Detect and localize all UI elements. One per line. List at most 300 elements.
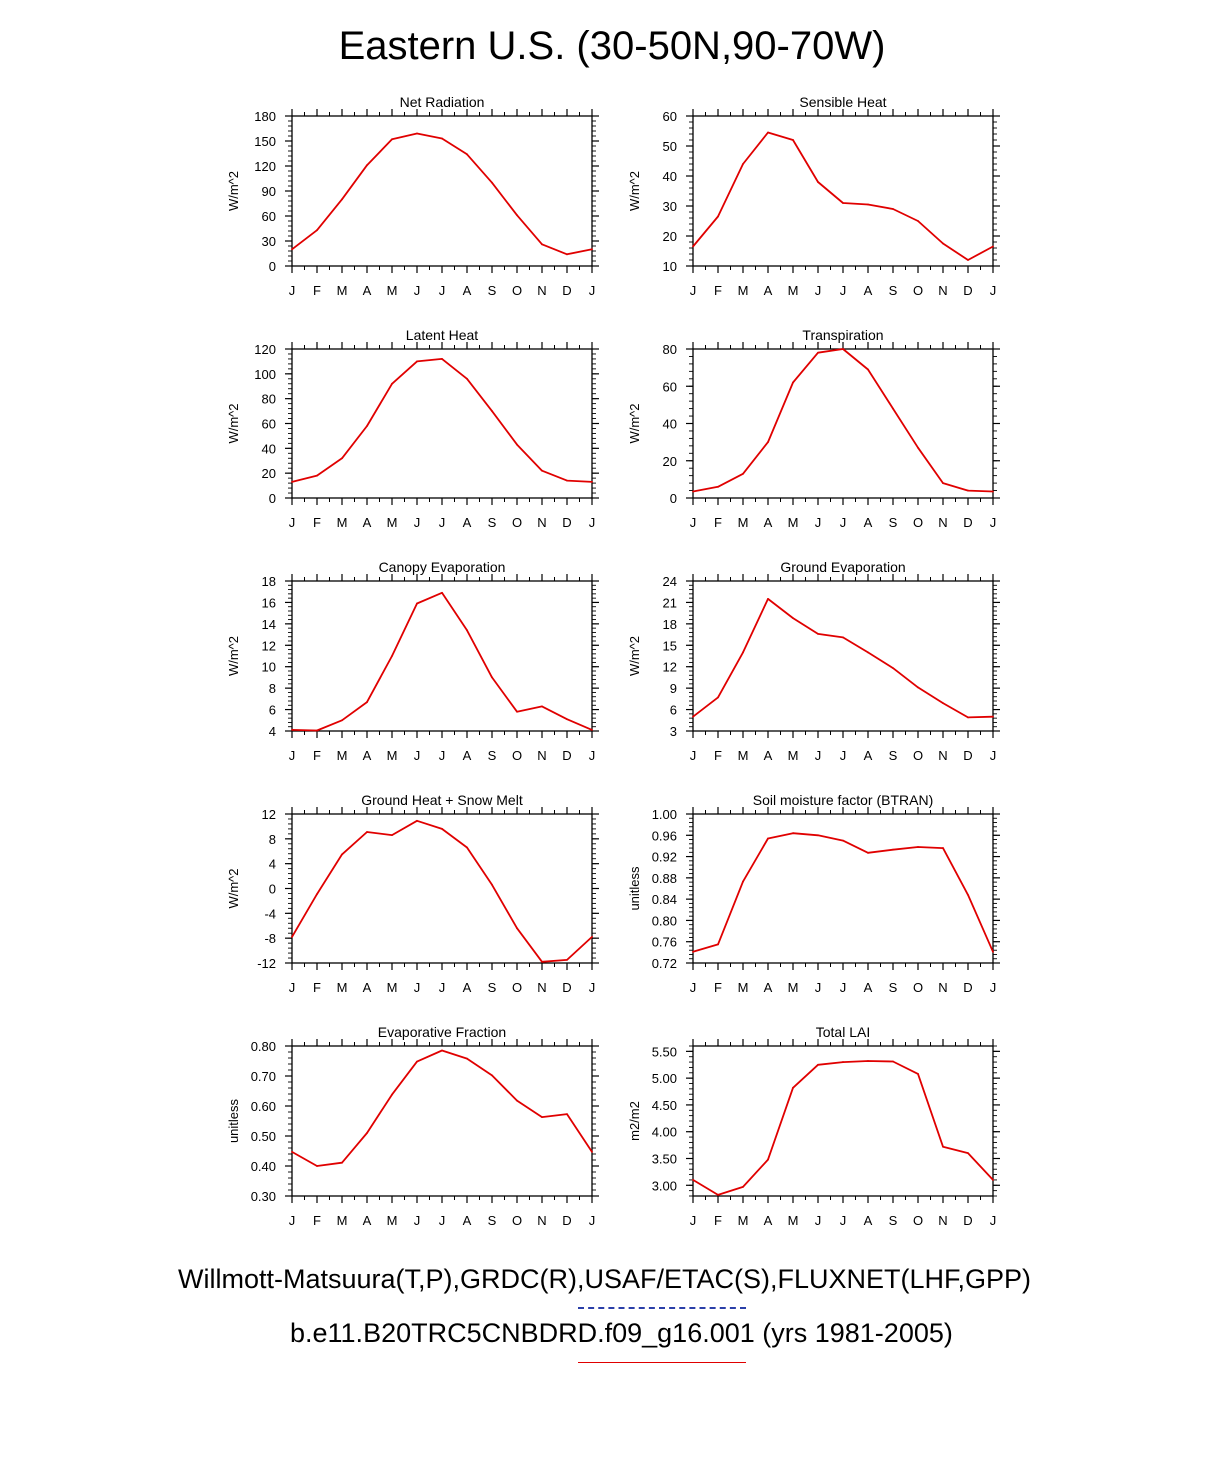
x-tick-label: M <box>336 283 348 298</box>
x-tick-label: J <box>438 283 446 298</box>
x-tick-label: A <box>863 1213 873 1228</box>
y-tick-label: 18 <box>261 574 276 589</box>
x-tick-label: J <box>689 1213 697 1228</box>
panel-10-ylabel: m2/m2 <box>627 1101 642 1141</box>
panel-6-ylabel: W/m^2 <box>627 635 642 677</box>
data-point <box>817 633 819 635</box>
panel-3-frame <box>292 349 592 498</box>
x-tick-label: M <box>336 515 348 530</box>
data-point <box>992 246 994 248</box>
data-point <box>867 652 869 654</box>
panel-8-ylabel: unitless <box>627 866 642 911</box>
panel-3 <box>226 327 599 530</box>
data-point <box>466 378 468 380</box>
y-tick-label: 0.92 <box>651 849 677 865</box>
data-point <box>516 444 518 446</box>
x-tick-label: D <box>562 1213 572 1228</box>
x-tick-label: D <box>562 748 572 763</box>
y-tick-label: 12 <box>662 659 677 675</box>
x-tick-label: F <box>714 1213 722 1228</box>
data-point <box>917 220 919 222</box>
data-point <box>441 138 443 140</box>
data-point <box>291 248 293 250</box>
y-tick-label: 0.40 <box>250 1159 276 1174</box>
panel-8-series-line <box>693 833 993 952</box>
x-tick-label: J <box>288 748 296 763</box>
x-tick-label: F <box>313 1213 321 1228</box>
panel-7-ylabel: W/m^2 <box>226 868 241 909</box>
y-tick-label: 0 <box>268 491 276 506</box>
data-point <box>466 847 468 849</box>
x-tick-label: M <box>386 283 398 298</box>
panel-8-frame <box>693 814 993 963</box>
x-tick-label: J <box>814 980 822 995</box>
x-tick-label: J <box>588 515 596 530</box>
data-point <box>867 369 869 371</box>
x-tick-label: S <box>888 283 898 298</box>
data-point <box>967 1152 969 1154</box>
y-tick-label: 40 <box>261 441 276 457</box>
x-tick-label: D <box>963 515 973 530</box>
data-point <box>717 697 719 699</box>
panel-9-series-line <box>292 1051 592 1167</box>
data-point <box>767 132 769 134</box>
y-tick-label: 50 <box>662 139 677 154</box>
data-point <box>591 1151 593 1153</box>
data-point <box>917 447 919 449</box>
y-tick-label: 0.96 <box>651 828 677 844</box>
data-point <box>391 834 393 836</box>
x-tick-label: N <box>938 980 948 995</box>
data-point <box>491 677 493 679</box>
legend-model-line <box>578 1362 746 1363</box>
x-tick-label: M <box>336 748 348 763</box>
panel-9-title: Evaporative Fraction <box>377 1024 507 1040</box>
x-tick-label: M <box>787 748 799 763</box>
x-tick-label: S <box>888 515 898 530</box>
panel-1-title: Net Radiation <box>399 94 485 110</box>
x-tick-label: J <box>288 980 296 995</box>
data-point <box>817 834 819 836</box>
data-point <box>992 1179 994 1181</box>
x-tick-label: M <box>737 283 749 298</box>
data-point <box>441 592 443 594</box>
data-point <box>842 1061 844 1063</box>
y-tick-label: 80 <box>261 391 276 407</box>
panel-2 <box>627 94 1000 298</box>
x-tick-label: J <box>413 283 421 298</box>
data-point <box>491 1075 493 1077</box>
data-point <box>717 216 719 218</box>
x-tick-label: M <box>737 515 749 530</box>
x-tick-label: N <box>537 283 547 298</box>
x-tick-label: M <box>787 283 799 298</box>
x-tick-label: J <box>989 980 997 995</box>
data-point <box>366 1132 368 1134</box>
data-point <box>441 1050 443 1052</box>
y-tick-label: 100 <box>254 366 276 382</box>
panel-8-title: Soil moisture factor (BTRAN) <box>752 792 934 808</box>
y-tick-label: 3.50 <box>651 1151 677 1167</box>
data-point <box>967 894 969 896</box>
x-tick-label: N <box>537 748 547 763</box>
x-tick-label: F <box>313 515 321 530</box>
x-tick-label: O <box>511 748 523 763</box>
x-tick-label: D <box>963 980 973 995</box>
y-tick-label: 40 <box>662 169 677 184</box>
data-point <box>917 687 919 689</box>
x-tick-label: M <box>386 1213 398 1228</box>
data-point <box>817 352 819 354</box>
data-point <box>842 202 844 204</box>
x-tick-label: M <box>386 980 398 995</box>
x-tick-label: A <box>863 748 873 763</box>
data-point <box>591 481 593 483</box>
x-tick-label: S <box>487 515 497 530</box>
panel-7-frame <box>292 814 592 963</box>
x-tick-label: J <box>438 748 446 763</box>
y-tick-label: 15 <box>662 638 677 654</box>
x-tick-label: D <box>562 515 572 530</box>
data-point <box>967 259 969 261</box>
data-point <box>341 719 343 721</box>
data-point <box>742 881 744 883</box>
y-tick-label: 60 <box>662 109 677 124</box>
panel-5 <box>226 559 599 763</box>
x-tick-label: F <box>714 283 722 298</box>
data-point <box>441 358 443 360</box>
y-tick-label: 0.80 <box>250 1039 276 1054</box>
y-tick-label: 20 <box>662 229 677 244</box>
x-tick-label: A <box>863 515 873 530</box>
data-point <box>892 667 894 669</box>
x-tick-label: J <box>413 748 421 763</box>
panel-3-title: Latent Heat <box>405 327 479 343</box>
panel-2-ylabel: W/m^2 <box>627 170 642 212</box>
x-tick-label: J <box>839 283 847 298</box>
data-point <box>717 1194 719 1196</box>
data-point <box>692 1179 694 1181</box>
x-tick-label: J <box>288 515 296 530</box>
x-tick-label: J <box>288 1213 296 1228</box>
y-tick-label: 0.84 <box>651 892 677 908</box>
data-point <box>416 603 418 605</box>
panel-6-title: Ground Evaporation <box>780 559 906 575</box>
x-tick-label: O <box>511 1213 523 1228</box>
x-tick-label: J <box>588 1213 596 1228</box>
data-point <box>566 253 568 255</box>
y-tick-label: 4 <box>268 724 276 739</box>
x-tick-label: J <box>588 283 596 298</box>
data-point <box>742 473 744 475</box>
data-point <box>366 701 368 703</box>
data-point <box>391 383 393 385</box>
data-point <box>416 820 418 822</box>
y-tick-label: 16 <box>261 595 276 611</box>
x-tick-label: N <box>938 283 948 298</box>
x-tick-label: J <box>989 748 997 763</box>
data-point <box>491 182 493 184</box>
y-tick-label: 80 <box>662 342 677 357</box>
x-tick-label: O <box>912 283 924 298</box>
x-tick-label: S <box>487 980 497 995</box>
data-point <box>942 243 944 245</box>
data-point <box>967 490 969 492</box>
y-tick-label: 0.76 <box>651 934 677 950</box>
y-tick-label: 90 <box>261 184 276 199</box>
x-tick-label: D <box>562 980 572 995</box>
x-tick-label: J <box>689 980 697 995</box>
x-tick-label: J <box>839 515 847 530</box>
panel-5-ylabel: W/m^2 <box>226 635 241 677</box>
data-point <box>541 961 543 963</box>
data-point <box>466 153 468 155</box>
x-tick-label: S <box>888 748 898 763</box>
x-tick-label: D <box>562 283 572 298</box>
x-tick-label: J <box>689 748 697 763</box>
x-tick-label: O <box>912 1213 924 1228</box>
x-tick-label: S <box>888 1213 898 1228</box>
y-tick-label: 4.00 <box>651 1124 677 1140</box>
data-point <box>566 959 568 961</box>
data-point <box>466 629 468 631</box>
x-tick-label: F <box>714 980 722 995</box>
data-point <box>692 951 694 953</box>
y-tick-label: 30 <box>261 234 276 249</box>
panel-2-frame <box>693 116 993 266</box>
data-point <box>767 1159 769 1161</box>
data-point <box>767 441 769 443</box>
x-tick-label: O <box>912 515 924 530</box>
panel-2-series-line <box>693 133 993 261</box>
data-point <box>792 382 794 384</box>
footer-sources-text: Willmott-Matsuura(T,P),GRDC(R),USAF/ETAC(S),FLUXNET(LHF,GPP) <box>178 1264 1032 1294</box>
y-tick-label: 0.60 <box>250 1099 276 1114</box>
x-tick-label: M <box>737 980 749 995</box>
y-tick-label: 180 <box>254 109 276 124</box>
panel-1-ylabel: W/m^2 <box>226 170 241 212</box>
panel-1 <box>226 94 599 298</box>
data-point <box>842 637 844 639</box>
y-tick-label: 0 <box>268 881 276 897</box>
y-tick-label: 8 <box>268 681 276 697</box>
data-point <box>291 1151 293 1153</box>
x-tick-label: M <box>787 515 799 530</box>
data-point <box>341 198 343 200</box>
y-tick-label: 20 <box>261 466 276 482</box>
x-tick-label: O <box>511 515 523 530</box>
x-tick-label: J <box>438 515 446 530</box>
data-point <box>366 164 368 166</box>
x-tick-label: M <box>737 748 749 763</box>
panel-4-series-line <box>693 349 993 492</box>
data-point <box>541 470 543 472</box>
panel-6 <box>627 559 1000 763</box>
y-tick-label: 3 <box>669 724 677 739</box>
data-point <box>692 491 694 493</box>
data-point <box>291 729 293 731</box>
x-tick-label: J <box>438 980 446 995</box>
y-tick-label: 0.70 <box>250 1069 276 1084</box>
data-point <box>892 408 894 410</box>
data-point <box>466 1058 468 1060</box>
y-tick-label: 60 <box>662 379 677 395</box>
data-point <box>917 1073 919 1075</box>
data-point <box>441 828 443 830</box>
data-point <box>867 204 869 206</box>
panel-7-title: Ground Heat + Snow Melt <box>361 792 523 808</box>
data-point <box>391 138 393 140</box>
panel-1-series-line <box>292 134 592 255</box>
x-tick-label: M <box>737 1213 749 1228</box>
x-tick-label: J <box>814 515 822 530</box>
panel-9-frame <box>292 1046 592 1196</box>
x-tick-label: M <box>787 1213 799 1228</box>
x-tick-label: M <box>787 980 799 995</box>
data-point <box>416 361 418 363</box>
data-point <box>541 705 543 707</box>
x-tick-label: J <box>413 980 421 995</box>
page-title: Eastern U.S. (30-50N,90-70W) <box>338 24 886 68</box>
x-tick-label: D <box>963 1213 973 1228</box>
x-tick-label: N <box>537 515 547 530</box>
panel-9-ylabel: unitless <box>226 1098 241 1144</box>
panel-7 <box>226 792 599 995</box>
data-point <box>491 884 493 886</box>
x-tick-label: J <box>689 515 697 530</box>
y-tick-label: 6 <box>669 702 677 718</box>
panel-10-title: Total LAI <box>815 1024 871 1040</box>
data-point <box>591 729 593 731</box>
data-point <box>942 482 944 484</box>
y-tick-label: 60 <box>261 416 276 432</box>
y-tick-label: 4.50 <box>651 1097 677 1113</box>
data-point <box>792 139 794 141</box>
x-tick-label: J <box>814 1213 822 1228</box>
x-tick-label: A <box>362 515 372 530</box>
data-point <box>316 893 318 895</box>
x-tick-label: M <box>386 748 398 763</box>
data-point <box>341 1162 343 1164</box>
data-point <box>892 849 894 851</box>
x-tick-label: J <box>588 980 596 995</box>
x-tick-label: F <box>313 283 321 298</box>
y-tick-label: 5.50 <box>651 1044 677 1060</box>
data-point <box>892 208 894 210</box>
x-tick-label: A <box>462 283 472 298</box>
y-tick-label: 30 <box>662 199 677 214</box>
data-point <box>942 702 944 704</box>
x-tick-label: J <box>588 748 596 763</box>
data-point <box>416 133 418 135</box>
x-tick-label: S <box>487 1213 497 1228</box>
y-tick-label: 6 <box>268 702 276 718</box>
panel-4 <box>627 327 1000 530</box>
panel-6-frame <box>693 581 993 731</box>
y-tick-label: 150 <box>254 134 276 149</box>
x-tick-label: M <box>336 980 348 995</box>
y-tick-label: -8 <box>264 931 276 947</box>
data-point <box>591 248 593 250</box>
x-tick-label: F <box>313 748 321 763</box>
footer-case-text: b.e11.B20TRC5CNBDRD.f09_g16.001 (yrs 1981-2005) <box>290 1318 953 1348</box>
panel-9 <box>226 1024 599 1228</box>
data-point <box>366 425 368 427</box>
panel-10-series-line <box>693 1061 993 1195</box>
data-point <box>566 718 568 720</box>
data-point <box>717 943 719 945</box>
y-tick-label: 0.50 <box>250 1129 276 1144</box>
x-tick-label: J <box>288 283 296 298</box>
data-point <box>541 1116 543 1118</box>
data-point <box>867 1060 869 1062</box>
data-point <box>591 936 593 938</box>
x-tick-label: S <box>487 283 497 298</box>
x-tick-label: A <box>362 980 372 995</box>
x-tick-label: A <box>763 980 773 995</box>
y-tick-label: 10 <box>261 659 276 675</box>
data-point <box>942 1146 944 1148</box>
y-tick-label: 0.30 <box>250 1189 276 1204</box>
data-point <box>566 1113 568 1115</box>
y-tick-label: 10 <box>662 259 677 274</box>
data-point <box>742 1186 744 1188</box>
data-point <box>792 617 794 619</box>
x-tick-label: J <box>839 980 847 995</box>
data-point <box>541 243 543 245</box>
panel-7-series-line <box>292 821 592 962</box>
y-tick-label: -4 <box>264 906 276 922</box>
y-tick-label: 0.80 <box>651 913 677 929</box>
panel-4-title: Transpiration <box>802 327 884 343</box>
data-point <box>767 838 769 840</box>
x-tick-label: A <box>763 283 773 298</box>
x-tick-label: A <box>863 283 873 298</box>
data-point <box>742 163 744 165</box>
data-point <box>917 846 919 848</box>
x-tick-label: M <box>336 1213 348 1228</box>
x-tick-label: A <box>362 283 372 298</box>
x-tick-label: F <box>714 748 722 763</box>
x-tick-label: J <box>839 748 847 763</box>
y-tick-label: 0.72 <box>651 956 677 971</box>
data-point <box>391 1094 393 1096</box>
data-point <box>967 717 969 719</box>
x-tick-label: D <box>963 283 973 298</box>
y-tick-label: 20 <box>662 453 677 469</box>
data-point <box>742 652 744 654</box>
y-tick-label: 40 <box>662 416 677 432</box>
data-point <box>692 246 694 248</box>
x-tick-label: F <box>313 980 321 995</box>
y-tick-label: 8 <box>268 831 276 847</box>
data-point <box>366 831 368 833</box>
x-tick-label: O <box>511 980 523 995</box>
x-tick-label: J <box>989 283 997 298</box>
x-tick-label: A <box>763 1213 773 1228</box>
data-point <box>516 1100 518 1102</box>
y-tick-label: 9 <box>669 681 677 697</box>
data-point <box>316 1165 318 1167</box>
panel-4-ylabel: W/m^2 <box>627 403 642 444</box>
data-point <box>817 181 819 183</box>
x-tick-label: N <box>537 1213 547 1228</box>
data-point <box>316 229 318 231</box>
data-point <box>717 486 719 488</box>
panel-2-title: Sensible Heat <box>799 94 887 110</box>
data-point <box>842 840 844 842</box>
data-point <box>992 491 994 493</box>
